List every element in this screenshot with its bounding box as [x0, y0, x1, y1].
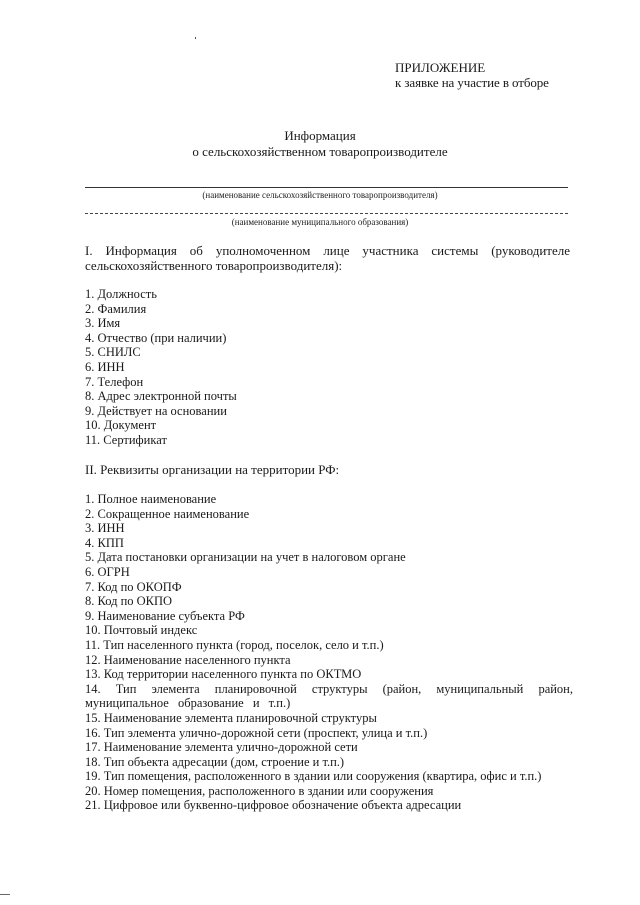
section-1-heading: I. Информация об уполномоченном лице участника системы (руководителе сельскохозяйственного товаропроизводителя): [85, 243, 570, 273]
list-item: 11. Сертификат [85, 432, 167, 447]
list-item: 3. ИНН [85, 521, 125, 536]
list-item: 19. Тип помещения, расположенного в здании или сооружения (квартира, офис и т.п.) [85, 769, 542, 784]
document-title [0, 128, 640, 160]
list-item: 13. Код территории населенного пункта по ОКТМО [85, 667, 362, 682]
scan-edge-mark [0, 894, 10, 895]
municipality-caption: (наименование муниципального образования) [231, 217, 409, 227]
list-item: 5. Дата постановки организации на учет в налоговом органе [85, 550, 406, 565]
list-item: 12. Наименование населенного пункта [85, 652, 291, 667]
appendix-title: ПРИЛОЖЕНИЕ [395, 60, 486, 75]
producer-name-caption: (наименование сельскохозяйственного товаропроизводителя) [202, 190, 438, 200]
list-item: 8. Адрес электронной почты [85, 389, 237, 404]
list-item: 10. Документ [85, 418, 157, 433]
list-item: 9. Действует на основании [85, 403, 227, 418]
section-2-list [85, 492, 573, 813]
title-line-1: Информация [284, 128, 356, 143]
title-line-2: о сельскохозяйственном товаропроизводителе [192, 144, 448, 159]
list-item: 20. Номер помещения, расположенного в здании или сооружения [85, 783, 434, 798]
scan-speck [195, 37, 196, 39]
list-item: 6. ОГРН [85, 564, 130, 579]
list-item: 18. Тип объекта адресации (дом, строение и т.п.) [85, 754, 345, 769]
list-item: 1. Должность [85, 287, 157, 301]
list-item: 16. Тип элемента улично-дорожной сети (проспект, улица и т.п.) [85, 725, 428, 740]
list-item: 21. Цифровое или буквенно-цифровое обозначение объекта адресации [85, 798, 462, 813]
list-item: 5. СНИЛС [85, 345, 141, 360]
list-item: 11. Тип населенного пункта (город, поселок, село и т.п.) [85, 637, 384, 652]
list-item: 2. Фамилия [85, 301, 147, 316]
section-2-heading: II. Реквизиты организации на территории РФ: [85, 462, 340, 477]
list-item: 3. Имя [85, 316, 121, 331]
list-item: 10. Почтовый индекс [85, 623, 198, 638]
list-item: 6. ИНН [85, 359, 125, 374]
municipality-line [85, 213, 568, 214]
producer-name-line [85, 187, 568, 188]
list-item: 2. Сокращенное наименование [85, 506, 250, 521]
list-item: 4. Отчество (при наличии) [85, 330, 227, 345]
appendix-header [395, 60, 605, 90]
list-item: 8. Код по ОКПО [85, 594, 173, 609]
section-1-list [85, 287, 573, 448]
appendix-subtitle: к заявке на участие в отборе [395, 75, 549, 90]
list-item: 7. Телефон [85, 374, 144, 389]
list-item: 9. Наименование субъекта РФ [85, 608, 245, 623]
list-item: 1. Полное наименование [85, 492, 217, 506]
list-item: 14. Тип элемента планировочной структуры (район, муниципальный район, муниципальное образование и т.п.) [85, 681, 573, 711]
list-item: 15. Наименование элемента планировочной структуры [85, 710, 377, 725]
list-item: 17. Наименование элемента улично-дорожной сети [85, 740, 358, 755]
list-item: 4. КПП [85, 535, 124, 550]
list-item: 7. Код по ОКОПФ [85, 579, 182, 594]
